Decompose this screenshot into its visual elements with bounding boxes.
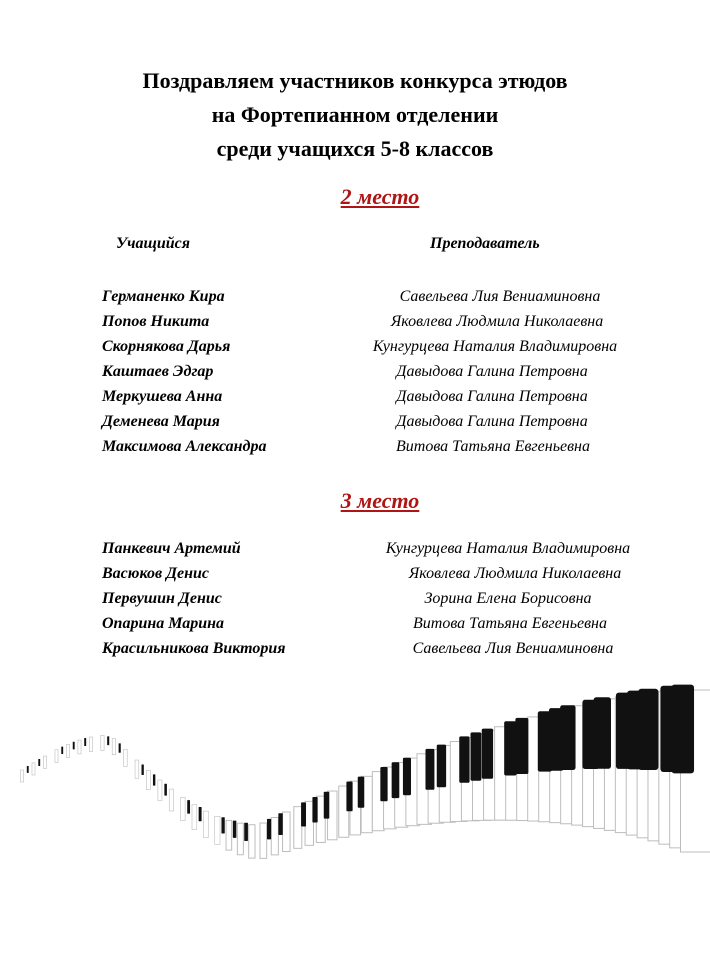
title-line-1: Поздравляем участников конкурса этюдов xyxy=(142,68,568,93)
black-key xyxy=(278,813,282,835)
black-key xyxy=(560,705,575,770)
white-key xyxy=(112,739,115,755)
white-key xyxy=(305,801,313,845)
black-key xyxy=(346,782,352,812)
white-key xyxy=(203,811,208,837)
list-item xyxy=(0,413,710,438)
white-key xyxy=(146,770,150,789)
black-key xyxy=(515,718,528,774)
black-key xyxy=(107,736,109,745)
black-key xyxy=(380,767,387,801)
black-key xyxy=(594,697,611,769)
student-name: Попов Никита xyxy=(102,313,210,330)
black-key xyxy=(459,736,469,782)
white-key xyxy=(66,744,69,757)
teacher-name: Савельева Лия Вениаминовна xyxy=(412,640,614,657)
list-item xyxy=(0,288,710,313)
white-key xyxy=(169,789,173,811)
black-key xyxy=(27,766,29,773)
black-key xyxy=(84,738,86,746)
white-key xyxy=(101,735,104,750)
black-key xyxy=(504,721,516,775)
list-item xyxy=(0,438,710,463)
student-name: Васюков Денис xyxy=(102,565,210,582)
black-key xyxy=(638,689,658,770)
teacher-name: Давыдова Галина Петровна xyxy=(396,363,588,380)
column-header-teacher: Преподаватель xyxy=(430,235,540,252)
black-key xyxy=(119,743,121,752)
list-item xyxy=(0,615,710,640)
teacher-name: Зорина Елена Борисовна xyxy=(424,590,592,607)
title-line-2: на Фортепианном отделении xyxy=(211,102,499,127)
black-key xyxy=(482,729,493,779)
teacher-name: Витова Татьяна Евгеньевна xyxy=(413,615,607,632)
white-key xyxy=(283,812,291,852)
black-key xyxy=(73,742,75,750)
black-key xyxy=(38,759,40,766)
list-item xyxy=(0,388,710,413)
black-key xyxy=(164,784,167,796)
black-key xyxy=(437,745,446,788)
black-key xyxy=(324,792,330,819)
black-key xyxy=(358,777,365,808)
white-key xyxy=(135,760,139,778)
list-item xyxy=(0,540,710,565)
white-key xyxy=(294,807,302,849)
black-key xyxy=(153,774,155,785)
black-key xyxy=(267,819,271,840)
white-key xyxy=(43,756,46,768)
black-key xyxy=(671,685,694,774)
list-item xyxy=(0,363,710,388)
student-name: Каштаев Эдгар xyxy=(102,363,214,380)
column-header-student: Учащийся xyxy=(116,235,190,252)
title-line-3: среди учащихся 5-8 классов xyxy=(216,136,494,161)
white-key xyxy=(271,817,278,854)
teacher-name: Давыдова Галина Петровна xyxy=(396,388,588,405)
white-key xyxy=(237,823,243,855)
black-key xyxy=(403,758,411,796)
black-key xyxy=(142,764,144,775)
white-key xyxy=(55,750,58,763)
white-key xyxy=(89,737,92,751)
black-key xyxy=(301,802,306,826)
teacher-name: Витова Татьяна Евгеньевна xyxy=(396,438,590,455)
page-title xyxy=(0,64,710,166)
second-place-heading: 2 место xyxy=(340,184,420,209)
black-key xyxy=(392,762,400,798)
white-key xyxy=(32,763,35,775)
white-key xyxy=(181,797,186,820)
black-key xyxy=(61,747,63,754)
black-key xyxy=(187,800,190,813)
third-place-heading: 3 место xyxy=(340,488,420,513)
white-key xyxy=(78,740,81,754)
teacher-name: Савельева Лия Вениаминовна xyxy=(399,288,601,305)
white-key xyxy=(249,825,255,858)
student-name: Деменева Мария xyxy=(102,413,220,430)
student-name: Максимова Александра xyxy=(102,438,267,455)
white-key xyxy=(226,820,232,850)
black-key xyxy=(244,823,248,841)
list-item xyxy=(0,313,710,338)
student-name: Панкевич Артемий xyxy=(102,540,241,557)
black-key xyxy=(221,817,224,833)
student-name: Красильникова Виктория xyxy=(102,640,286,657)
student-name: Меркушева Анна xyxy=(102,388,223,405)
list-item xyxy=(0,338,710,363)
black-key xyxy=(425,749,434,790)
white-key xyxy=(260,823,267,858)
student-name: Первушин Денис xyxy=(102,590,222,607)
black-key xyxy=(233,821,236,838)
teacher-name: Давыдова Галина Петровна xyxy=(396,413,588,430)
black-key xyxy=(199,807,202,821)
piano-keyboard-illustration xyxy=(0,660,710,960)
black-key xyxy=(312,797,317,823)
white-key xyxy=(192,805,197,830)
black-key xyxy=(470,732,481,780)
white-key xyxy=(215,816,220,844)
teacher-name: Кунгурцева Наталия Владимировна xyxy=(372,338,618,355)
teacher-name: Кунгурцева Наталия Владимировна xyxy=(385,540,631,557)
student-name: Скорнякова Дарья xyxy=(102,338,231,355)
list-item xyxy=(0,565,710,590)
piano-keys xyxy=(21,685,710,859)
white-key xyxy=(158,780,162,801)
student-name: Германенко Кира xyxy=(102,288,225,305)
student-name: Опарина Марина xyxy=(102,615,225,632)
teacher-name: Яковлева Людмила Николаевна xyxy=(390,313,604,330)
white-key xyxy=(21,770,24,782)
teacher-name: Яковлева Людмила Николаевна xyxy=(408,565,622,582)
white-key xyxy=(124,749,128,766)
list-item xyxy=(0,590,710,615)
